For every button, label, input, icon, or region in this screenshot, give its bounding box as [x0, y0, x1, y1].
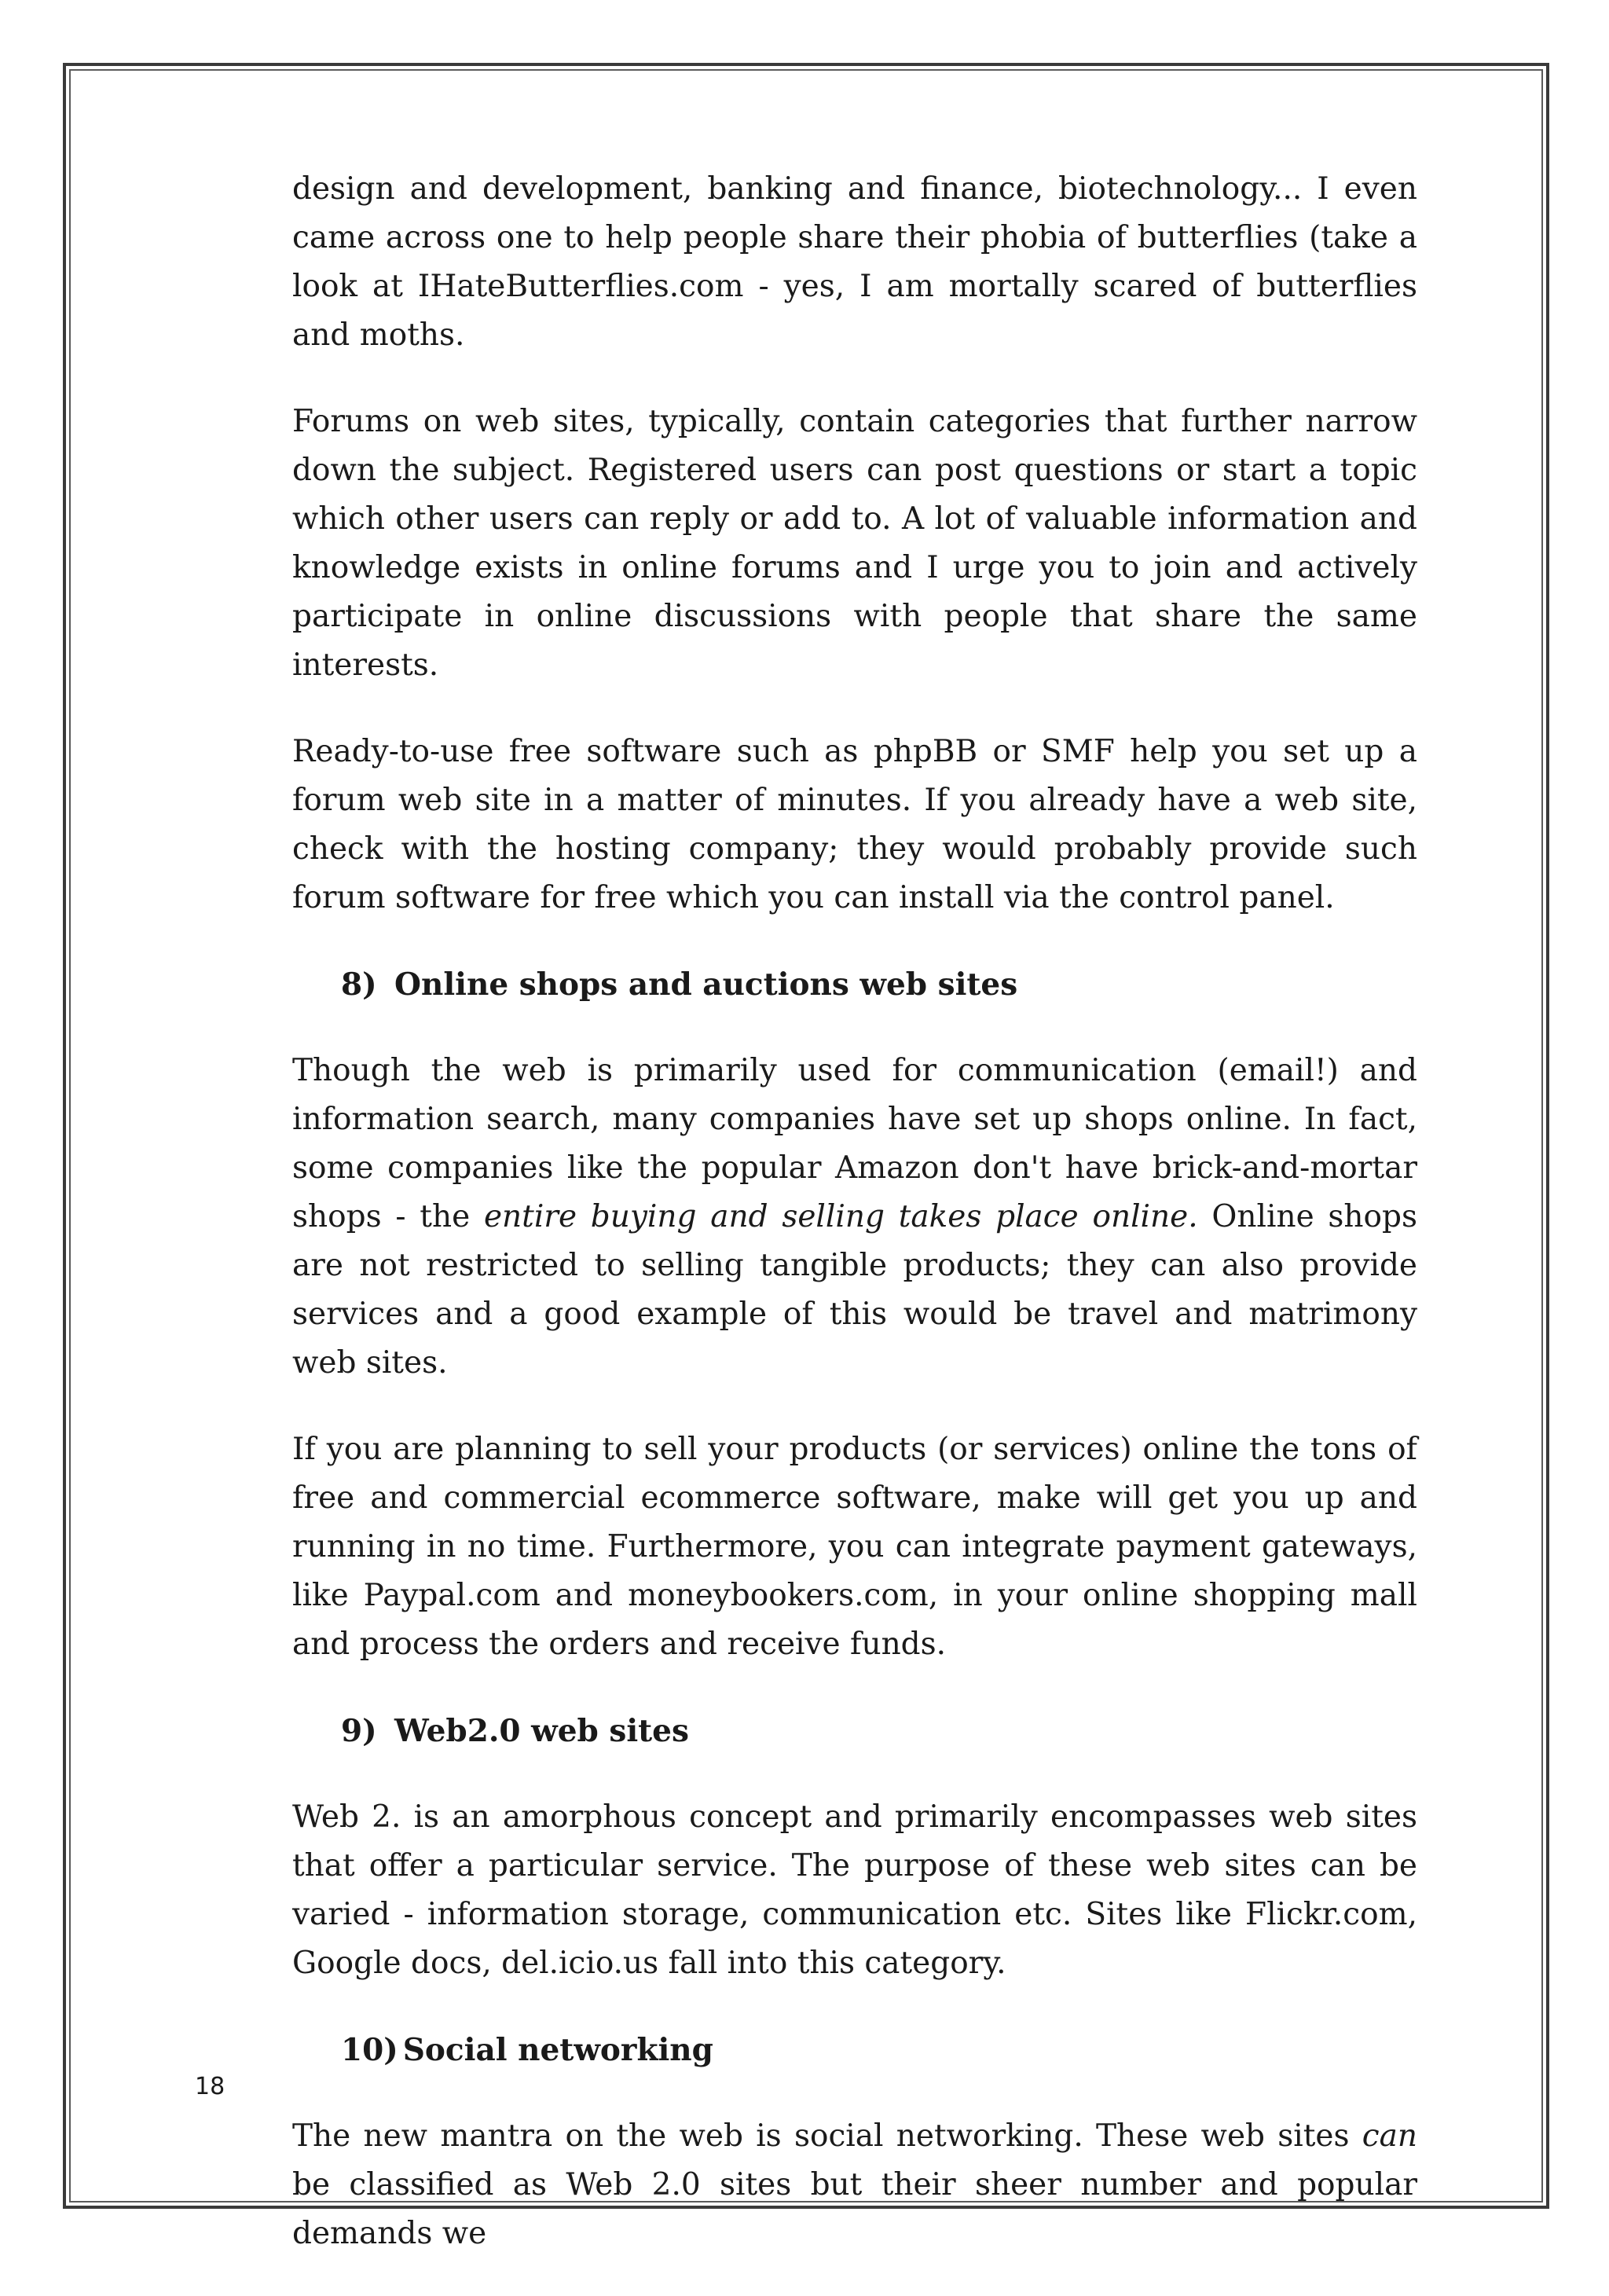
document-body [292, 165, 1417, 2296]
paragraph-forum-software: Ready-to-use free software such as phpBB or SMF help you set up a forum web site in a matter of minutes. If you already have a web site, check with the hosting company; they would probably provide such forum software for free which you can install via the control panel. [292, 734, 1417, 915]
paragraph-forums: Forums on web sites, typically, contain categories that further narrow down the subject. Registered users can post questions or start a topic which other users can reply or add to. A lot of valuable information and knowledge exists in online forums and I urge you to join and actively participate in online discussions with people that share the same interests. [292, 404, 1417, 683]
paragraph-ecommerce: If you are planning to sell your products (or services) online the tons of free and commercial ecommerce software, make will get you up and running in no time. Furthermore, you can integrate payment gateways, like Paypal.com and moneybookers.com, in your online shopping mall and process the orders and receive funds. [292, 1432, 1417, 1662]
paragraph-text: Online shops are not restricted to selling tangible products; they can also provide services and a good example of this would be travel and matrimony web sites. [292, 1199, 1418, 1381]
heading-web2 [292, 1707, 1417, 1755]
paragraph-text: The new mantra on the web is social networking. These web sites [292, 2118, 1362, 2154]
heading-text: Social networking [402, 2032, 713, 2068]
paragraph-online-shops [292, 1047, 1417, 1388]
heading-number: 10) [341, 2032, 398, 2068]
heading-text: Online shops and auctions web sites [394, 966, 1018, 1003]
paragraph-web2: Web 2. is an amorphous concept and primarily encompasses web sites that offer a particular service. The purpose of these web sites can be varied - information storage, communication etc. Sites like Flickr.com, Google docs, del.icio.us fall into this category. [292, 1799, 1417, 1981]
heading-number: 8) [341, 966, 377, 1003]
paragraph-text: Though the web is primarily used for communication (email!) and information search, many companies have set up shops online. In fact, some companies like the popular Amazon don't have brick-and-mortar shops - the [292, 1053, 1417, 1234]
paragraph-emphasis: entire buying and selling takes place online. [483, 1199, 1198, 1234]
heading-number: 9) [341, 1713, 377, 1749]
page-number: 18 [195, 2073, 225, 2100]
paragraph-emphasis: can [1362, 2118, 1417, 2154]
heading-text: Web2.0 web sites [394, 1713, 689, 1749]
paragraph-web-topics: design and development, banking and finance, biotechnology... I even came across one to help people share their phobia of butterflies (take a look at IHateButterflies.com - yes, I am mortally scared of butterflies and moths. [292, 171, 1417, 353]
paragraph-social-networking [292, 2112, 1417, 2258]
heading-online-shops [292, 960, 1417, 1009]
heading-social-networking [292, 2026, 1417, 2074]
paragraph-text: be classified as Web 2.0 sites but their sheer number and popular demands we [292, 2167, 1417, 2251]
